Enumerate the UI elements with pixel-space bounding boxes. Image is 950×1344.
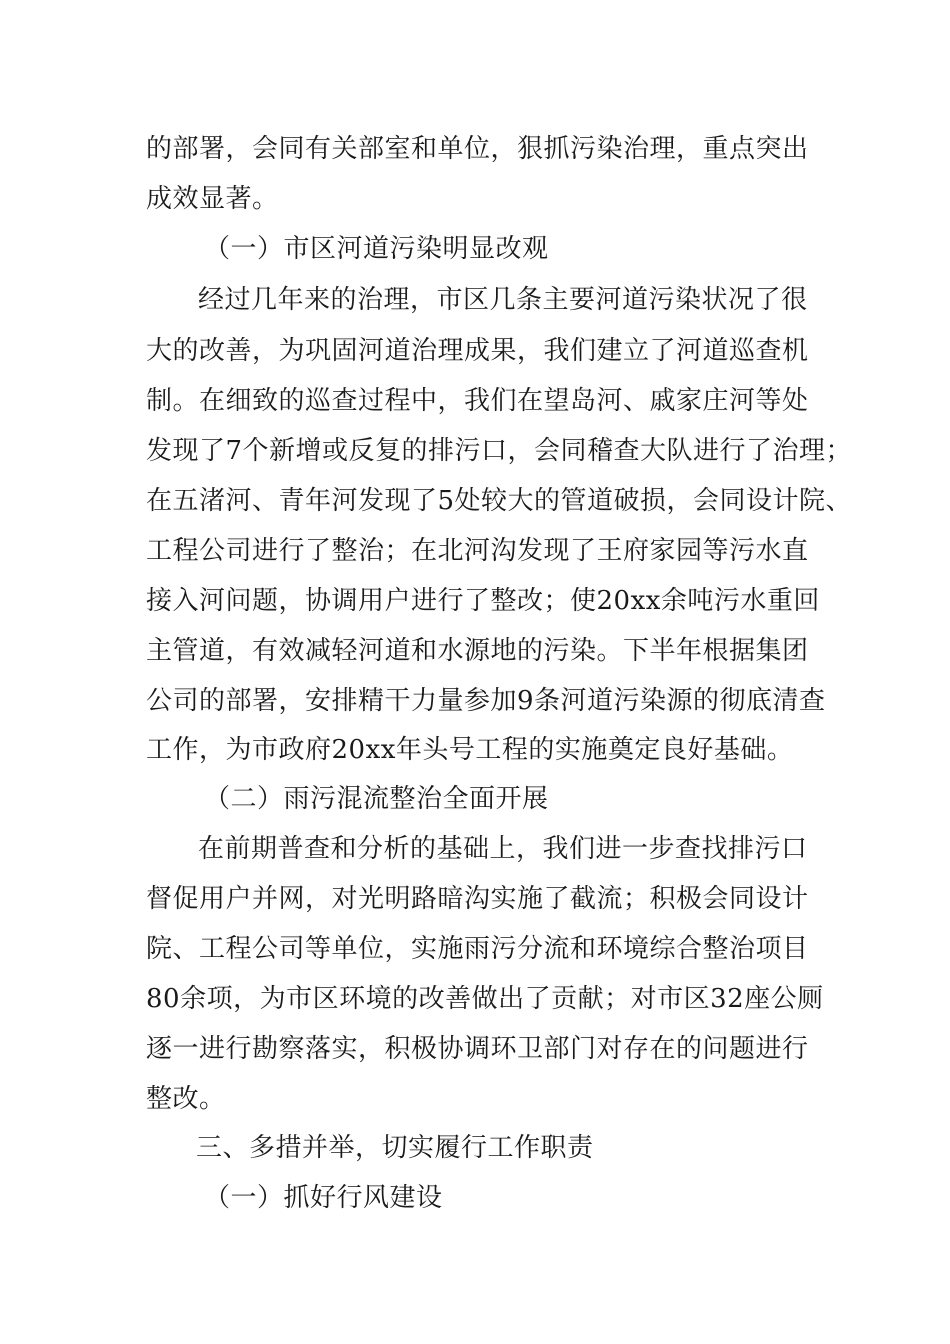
paragraph-line: 逐一进行勘察落实，积极协调环卫部门对存在的问题进行 <box>146 1034 809 1064</box>
section-subheading: （一）市区河道污染明显改观 <box>204 234 549 264</box>
paragraph-line: 院、工程公司等单位，实施雨污分流和环境综合整治项目 <box>146 934 809 964</box>
paragraph-line: 80余项，为市区环境的改善做出了贡献；对市区32座公厕 <box>146 984 824 1014</box>
paragraph-line: 整改。 <box>146 1084 226 1114</box>
paragraph-line: 接入河问题，协调用户进行了整改；使20xx余吨污水重回 <box>146 586 820 616</box>
paragraph-line: 制。在细致的巡查过程中，我们在望岛河、戚家庄河等处 <box>146 386 809 416</box>
paragraph-line: 主管道，有效减轻河道和水源地的污染。下半年根据集团 <box>146 636 809 666</box>
paragraph-line: 工程公司进行了整治；在北河沟发现了王府家园等污水直 <box>146 536 809 566</box>
section-subheading: （一）抓好行风建设 <box>204 1183 443 1213</box>
paragraph-line: 在五渚河、青年河发现了5处较大的管道破损，会同设计院、 <box>146 486 853 516</box>
paragraph-line: 在前期普查和分析的基础上，我们进一步查找排污口 <box>198 834 808 864</box>
paragraph-line: 发现了7个新增或反复的排污口，会同稽查大队进行了治理； <box>146 436 853 466</box>
paragraph-line: 工作，为市政府20xx年头号工程的实施奠定良好基础。 <box>146 735 794 765</box>
paragraph-line: 公司的部署，安排精干力量参加9条河道污染源的彻底清查 <box>146 686 826 716</box>
section-subheading: （二）雨污混流整治全面开展 <box>204 784 549 814</box>
paragraph-line: 大的改善，为巩固河道治理成果，我们建立了河道巡查机 <box>146 336 809 366</box>
paragraph-line: 成效显著。 <box>146 184 279 214</box>
section-heading: 三、多措并举，切实履行工作职责 <box>196 1133 594 1163</box>
paragraph-line: 督促用户并网，对光明路暗沟实施了截流；积极会同设计 <box>146 884 809 914</box>
paragraph-line: 的部署，会同有关部室和单位，狠抓污染治理，重点突出 <box>146 134 809 164</box>
paragraph-line: 经过几年来的治理，市区几条主要河道污染状况了很 <box>198 285 808 315</box>
